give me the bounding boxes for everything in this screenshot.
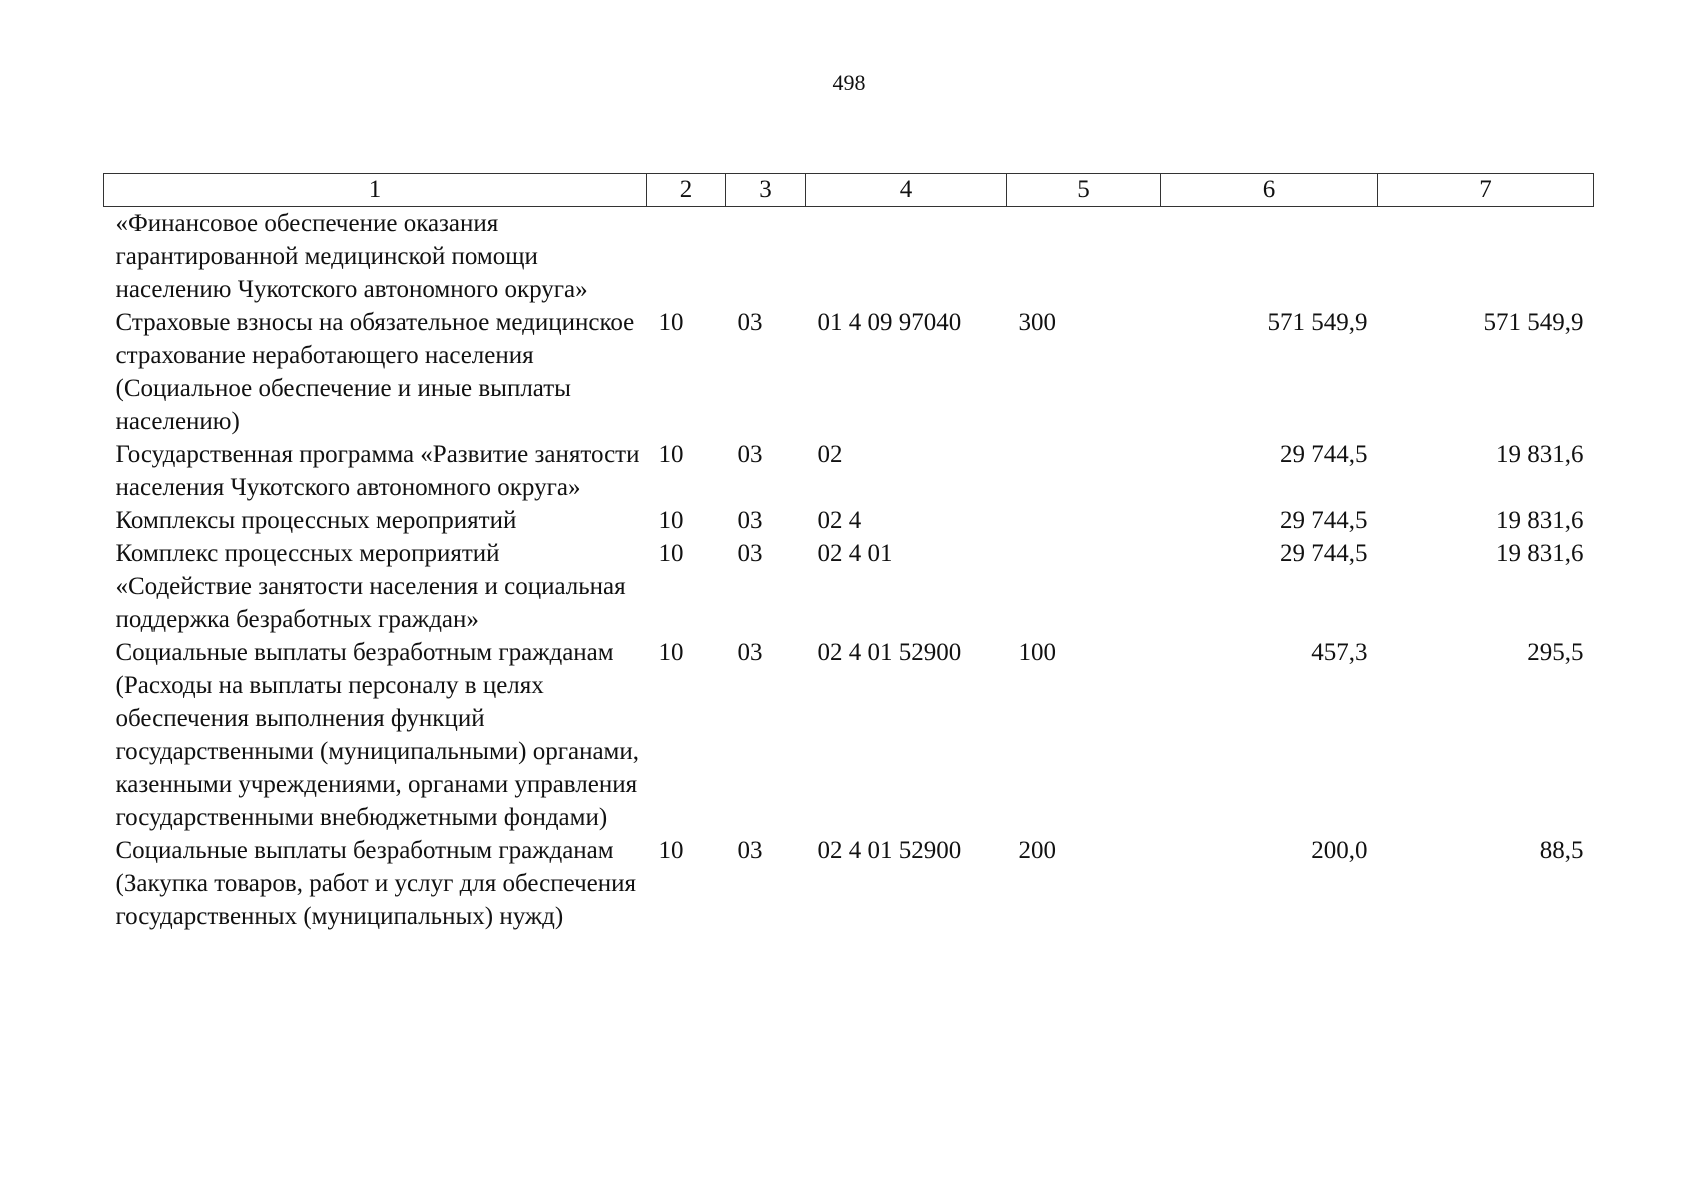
row-section: 10	[658, 309, 684, 336]
row-amount-2: 19 831,6	[1496, 441, 1584, 468]
table-row	[104, 438, 1594, 504]
header-row	[104, 174, 1594, 207]
table-row	[104, 834, 1594, 933]
table-row	[104, 636, 1594, 834]
row-target-article: 02 4 01 52900	[817, 639, 962, 666]
row-section: 10	[658, 441, 684, 468]
row-expense-type: 100	[1018, 639, 1056, 666]
row-amount-2: 19 831,6	[1496, 507, 1584, 534]
row-name: «Финансовое обеспечение оказания гарантированной медицинской помощи населению Чукотского автономного округа»	[115, 210, 588, 303]
row-expense-type	[1007, 504, 1161, 537]
header-col-4: 4	[806, 174, 1007, 207]
row-amount-1: 29 744,5	[1280, 507, 1368, 534]
page-number: 498	[832, 70, 866, 95]
row-section: 10	[658, 540, 684, 567]
row-section: 10	[658, 507, 684, 534]
row-name: Комплексы процессных мероприятий	[115, 507, 517, 534]
row-amount-1: 457,3	[1311, 639, 1368, 666]
row-amount-1	[1161, 207, 1378, 307]
header-col-3: 3	[726, 174, 806, 207]
header-col-6: 6	[1161, 174, 1378, 207]
row-section	[647, 207, 726, 307]
row-subsection: 03	[737, 639, 763, 666]
row-amount-2	[1378, 207, 1594, 307]
row-target-article: 02	[817, 441, 843, 468]
table-header	[104, 174, 1594, 207]
row-subsection: 03	[737, 837, 763, 864]
table-row	[104, 504, 1594, 537]
row-subsection	[726, 207, 806, 307]
row-name: Страховые взносы на обязательное медицинское страхование неработающего населения (Социальное обеспечение и иные выплаты населению)	[115, 309, 635, 435]
row-name: Государственная программа «Развитие занятости населения Чукотского автономного округа»	[115, 441, 640, 501]
row-amount-1: 571 549,9	[1267, 309, 1368, 336]
row-subsection: 03	[737, 309, 763, 336]
row-expense-type	[1007, 207, 1161, 307]
row-subsection: 03	[737, 441, 763, 468]
row-name: Социальные выплаты безработным гражданам (Расходы на выплаты персоналу в целях обеспечения выполнения функций государственными (муниципальными) органами, казенными учреждениями, органами управления государственными внебюджетными фондами)	[115, 639, 639, 831]
table-row	[104, 207, 1594, 307]
row-expense-type: 200	[1018, 837, 1056, 864]
row-amount-1: 29 744,5	[1280, 441, 1368, 468]
row-expense-type	[1007, 438, 1161, 504]
row-target-article: 02 4	[817, 507, 862, 534]
budget-table	[103, 173, 1594, 933]
row-target-article: 02 4 01	[817, 540, 893, 567]
table-row	[104, 306, 1594, 438]
table-row	[104, 537, 1594, 636]
row-section: 10	[658, 639, 684, 666]
row-name: Социальные выплаты безработным гражданам (Закупка товаров, работ и услуг для обеспечения государственных (муниципальных) нужд)	[115, 837, 636, 930]
row-expense-type	[1007, 537, 1161, 636]
row-amount-2: 571 549,9	[1483, 309, 1584, 336]
row-amount-1: 29 744,5	[1280, 540, 1368, 567]
row-name: Комплекс процессных мероприятий «Содействие занятости населения и социальная поддержка безработных граждан»	[115, 540, 626, 633]
row-subsection: 03	[737, 540, 763, 567]
row-target-article	[806, 207, 1007, 307]
table-body	[104, 207, 1594, 934]
row-section: 10	[658, 837, 684, 864]
row-amount-1: 200,0	[1311, 837, 1368, 864]
header-col-5: 5	[1007, 174, 1161, 207]
row-amount-2: 19 831,6	[1496, 540, 1584, 567]
header-col-1: 1	[104, 174, 647, 207]
row-subsection: 03	[737, 507, 763, 534]
header-col-7: 7	[1378, 174, 1594, 207]
row-target-article: 01 4 09 97040	[817, 309, 962, 336]
row-amount-2: 88,5	[1539, 837, 1584, 864]
header-col-2: 2	[647, 174, 726, 207]
row-expense-type: 300	[1018, 309, 1056, 336]
row-amount-2: 295,5	[1527, 639, 1584, 666]
row-target-article: 02 4 01 52900	[817, 837, 962, 864]
